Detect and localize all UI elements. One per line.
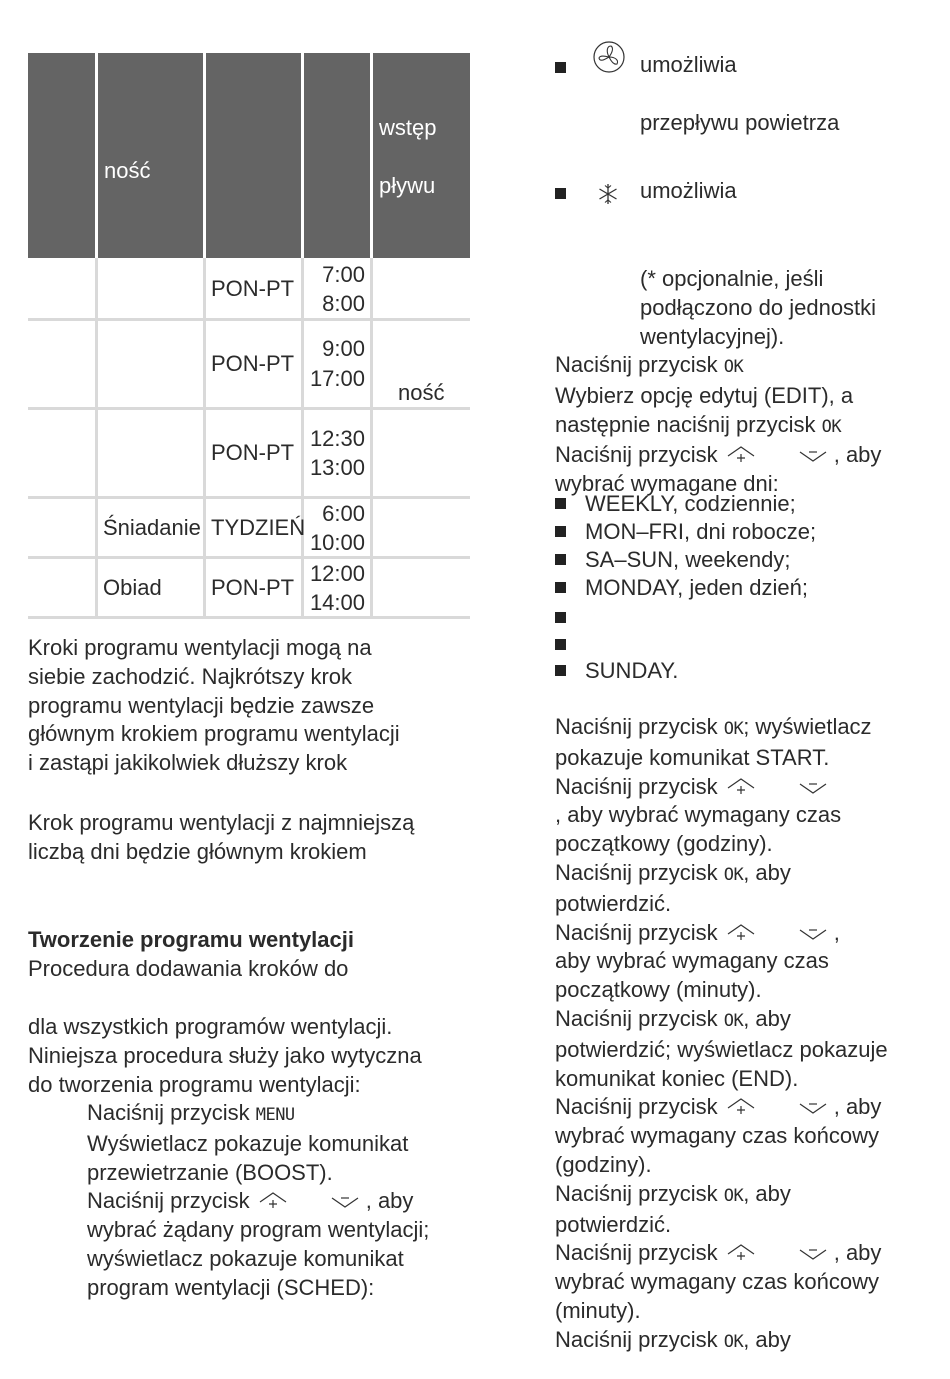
table-row-2-start: 9:00 — [322, 336, 365, 361]
step-list-right-top: Naciśnij przycisk OK Wybierz opcję edytuj (EDIT), a następnie naciśnij przycisk OK Naciśnij przycisk , aby wybrać wymagane dni: — [555, 352, 882, 497]
step-list-left: Naciśnij przycisk MENU Wyświetlacz pokazuje komunikat przewietrzanie (BOOST). Naciśnij przycisk , aby wybrać żądany program wentylacji; wyświetlacz pokazuje komunikat program wentylacji (SCHED): — [87, 1100, 430, 1300]
fan-description-2: przepływu powietrza — [640, 110, 840, 135]
header-label-5a: wstęp — [379, 115, 437, 140]
down-minus-icon — [796, 920, 834, 940]
snowflake-icon — [596, 182, 620, 211]
step-press-arrows: Naciśnij przycisk , aby — [87, 1188, 414, 1214]
header-cell-4 — [304, 53, 370, 258]
table-row-2-note: ność — [398, 380, 445, 405]
fan-description: umożliwia — [640, 52, 737, 77]
down-minus-icon — [796, 442, 834, 462]
step-press-menu: Naciśnij przycisk MENU — [87, 1100, 295, 1125]
header-cell-1 — [28, 53, 95, 258]
table-row-4-start: 6:00 — [322, 501, 365, 526]
ok-key-label: OK — [723, 719, 744, 739]
up-plus-icon — [256, 1188, 294, 1208]
table-row-4-days: TYDZIEŃ — [211, 515, 306, 540]
day-option: SUNDAY. — [585, 658, 679, 683]
ok-key-label: OK — [723, 1010, 744, 1031]
table-row-1-start: 7:00 — [322, 262, 365, 287]
table-row-3-days: PON-PT — [211, 440, 295, 465]
header-label-2: ność — [104, 158, 151, 183]
ok-key-label: OK — [723, 357, 744, 377]
header-cell-2 — [98, 53, 203, 258]
table-row-4-name: Śniadanie — [103, 515, 201, 540]
ok-key-label: OK — [723, 1185, 744, 1206]
menu-key-label: MENU — [255, 1105, 295, 1125]
ok-key-label: OK — [723, 1331, 744, 1352]
bullet — [555, 554, 566, 565]
header-cell-5 — [373, 53, 470, 258]
table-row-5-start: 12:00 — [309, 561, 365, 586]
up-plus-icon — [724, 1240, 762, 1260]
day-option: WEEKLY, codziennie; — [585, 491, 796, 516]
header-label-5b: pływu — [379, 173, 436, 198]
day-option: MONDAY, jeden dzień; — [585, 575, 808, 600]
table-row-2-days: PON-PT — [211, 351, 295, 376]
table-row-4-end: 10:00 — [309, 530, 365, 555]
table-row-5-days: PON-PT — [211, 575, 295, 600]
up-plus-icon — [724, 442, 762, 462]
fan-icon — [592, 40, 626, 79]
ok-key-label: OK — [821, 416, 842, 437]
table-row-5-end: 14:00 — [309, 590, 365, 615]
step-list-right-bottom: Naciśnij przycisk OK; wyświetlacz pokazuje komunikat START. Naciśnij przycisk , aby wybrać wymagany czas początkowy (godziny). Naciśnij przycisk OK, aby potwierdzić. Naciśnij przycisk , aby wybrać wymagany czas początkowy (minuty). Naciśnij przycisk OK, aby potwierdzić; wyświetlacz pokazuje komunikat koniec (END). Naciśnij przycisk , aby wybrać wymagany czas końcowy (godziny). Naciśnij przycisk OK, aby potwierdzić. Naciśnij przycisk , aby wybrać wymagany czas końcowy (minuty). Naciśnij przycisk OK, aby — [555, 714, 888, 1352]
bullet — [555, 62, 566, 73]
down-minus-icon — [796, 774, 834, 794]
ok-key-label: OK — [723, 864, 744, 885]
bullet — [555, 582, 566, 593]
table-row-2-end: 17:00 — [309, 366, 365, 391]
section-subheading: Procedura dodawania kroków do — [28, 956, 349, 981]
table-row-1-end: 8:00 — [322, 291, 365, 316]
table-row-1-days: PON-PT — [211, 276, 295, 301]
up-plus-icon — [724, 920, 762, 940]
down-minus-icon — [796, 1240, 834, 1260]
day-option: MON–FRI, dni robocze; — [585, 519, 817, 544]
up-plus-icon — [724, 774, 762, 794]
paragraph-procedure: dla wszystkich programów wentylacji. Niniejsza procedura służy jako wytyczna do tworzenia programu wentylacji: — [28, 1014, 422, 1097]
table-row-5-name: Obiad — [103, 575, 162, 600]
up-plus-icon — [724, 1094, 762, 1114]
paragraph-days: Krok programu wentylacji z najmniejszą liczbą dni będzie głównym krokiem — [28, 810, 415, 864]
down-minus-icon — [796, 1094, 834, 1114]
bullet — [555, 665, 566, 676]
snowflake-description: umożliwia — [640, 178, 737, 203]
header-cell-3 — [206, 53, 301, 258]
table-row-3-start: 12:30 — [309, 426, 365, 451]
day-option: SA–SUN, weekendy; — [585, 547, 791, 572]
table-row-3-end: 13:00 — [309, 455, 365, 480]
bullet — [555, 639, 566, 650]
bullet — [555, 526, 566, 537]
paragraph-overlap: Kroki programu wentylacji mogą na siebie zachodzić. Najkrótszy krok programu wentylacji będzie zawsze głównym krokiem programu wentylacji i zastąpi jakikolwiek dłuższy krok — [28, 635, 400, 776]
bullet — [555, 498, 566, 509]
section-heading: Tworzenie programu wentylacji — [28, 927, 354, 952]
bullet — [555, 188, 566, 199]
down-minus-icon — [328, 1188, 366, 1208]
bullet — [555, 612, 566, 623]
optional-note: (* opcjonalnie, jeśli podłączono do jednostki wentylacyjnej). — [640, 266, 877, 349]
